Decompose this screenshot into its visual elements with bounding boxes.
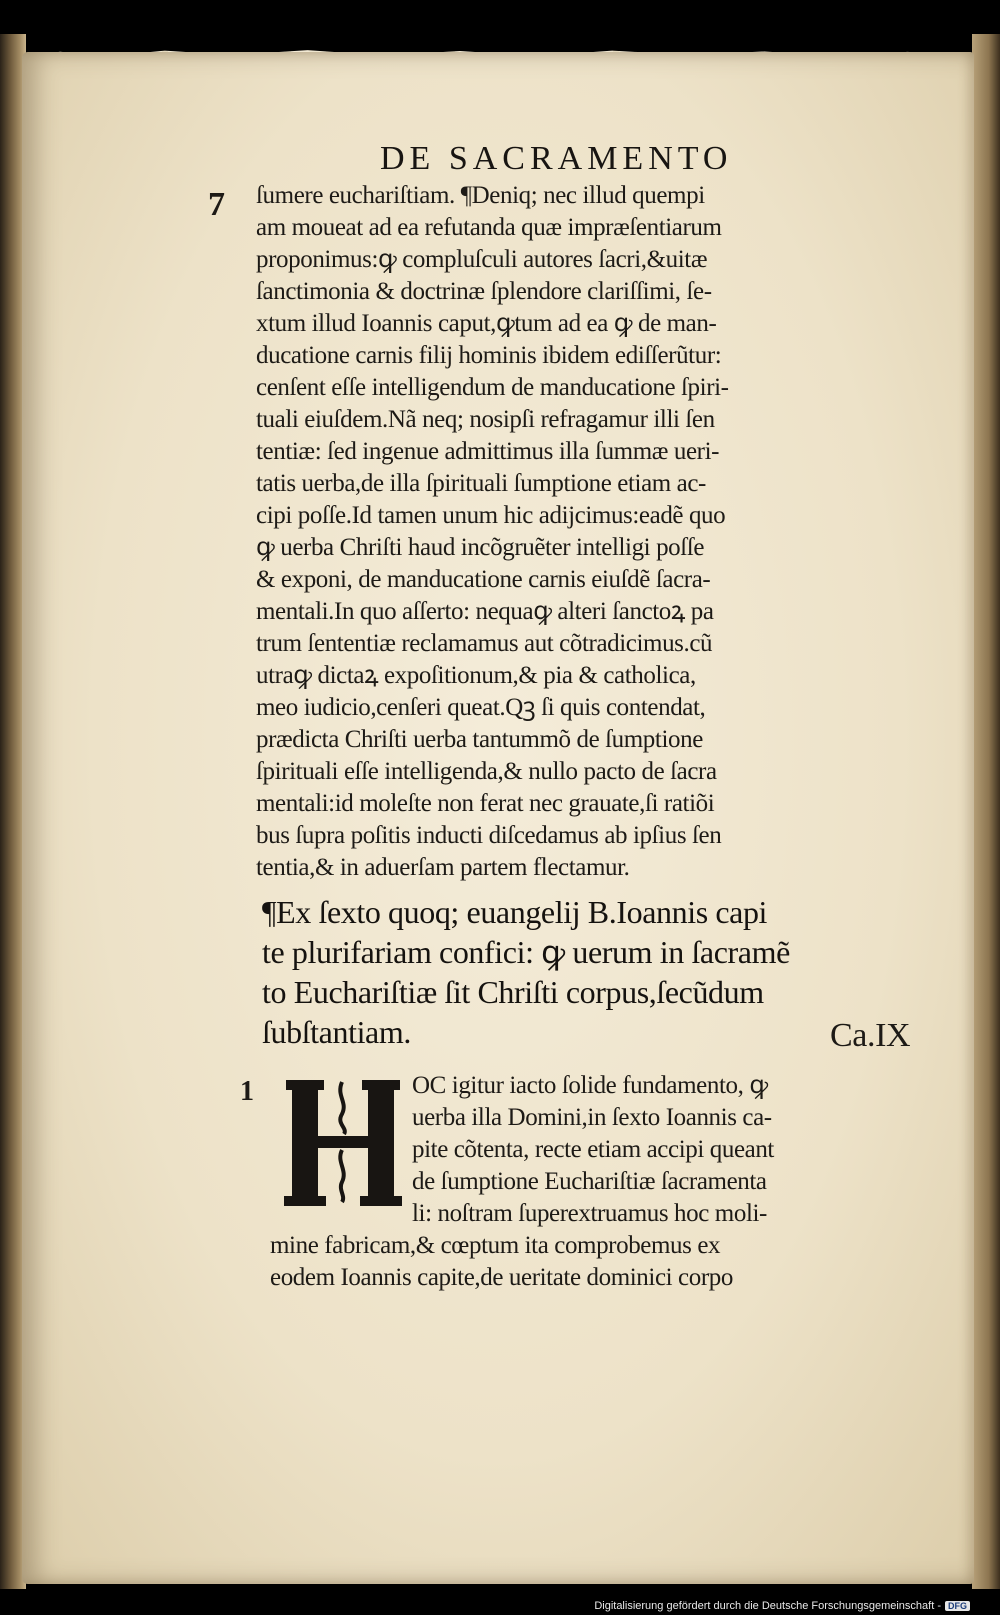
body-line: cipi poſſe.Id tamen unum hic adijcimus:eadẽ quo — [256, 502, 726, 529]
body-line: tentia,& in aduerſam partem flectamur. — [256, 854, 630, 881]
body-line: bus ſupra poſitis inducti diſcedamus ab ipſius ſen — [256, 822, 722, 849]
margin-number: 1 — [240, 1076, 254, 1107]
body-line: tentiæ: ſed ingenue admittimus illa ſummæ ueri- — [256, 438, 720, 465]
body-line: mentali.In quo aſſerto: nequaꝙ alteri ſanctoꝝ pa — [256, 598, 714, 625]
chapter-heading-line: ¶Ex ſexto quoq; euangelij B.Ioannis capi — [262, 894, 768, 930]
body-line: ſumere euchariſtiam. ¶Deniq; nec illud quempi — [256, 182, 705, 209]
body-line: trum ſententiæ reclamamus aut cõtradicimus.cũ — [256, 630, 713, 657]
body-line: tatis uerba,de illa ſpirituali ſumptione etiam ac- — [256, 470, 706, 497]
decorated-initial-h — [282, 1078, 404, 1208]
chapter-heading-line: te plurifariam confici: ꝙ uerum in ſacramẽ — [262, 934, 790, 970]
initial-block-line: de ſumptione Euchariſtiæ ſacramenta — [412, 1168, 767, 1195]
closing-line: eodem Ioannis capite,de ueritate dominici corpo — [270, 1264, 733, 1291]
body-line: ꝙ uerba Chriſti haud incõgruẽter intelligi poſſe — [256, 534, 705, 561]
body-line: ſpirituali eſſe intelligenda,& nullo pacto de ſacra — [256, 758, 717, 785]
initial-block-line: OC igitur iacto ſolide fundamento, ꝙ — [412, 1072, 768, 1099]
body-line: xtum illud Ioannis caput,ꝙtum ad ea ꝙ de man- — [256, 310, 717, 337]
running-head: DE SACRAMENTO — [380, 140, 733, 177]
body-line: prædicta Chriſti uerba tantummõ de ſumptione — [256, 726, 703, 753]
body-line: ſanctimonia & doctrinæ ſplendore clariſſimi, ſe- — [256, 278, 712, 305]
body-line: mentali:id moleſte non ferat nec grauate,ſi ratiõi — [256, 790, 715, 817]
body-line: & exponi, de manducatione carnis eiuſdẽ ſacra- — [256, 566, 711, 593]
initial-block-line: uerba illa Domini,in ſexto Ioannis ca- — [412, 1104, 772, 1131]
body-line: proponimus:ꝙ compluſculi autores ſacri,&uitæ — [256, 246, 708, 273]
body-line: meo iudicio,cenſeri queat.Qꝫ ſi quis contendat, — [256, 694, 706, 721]
body-line: am moueat ad ea refutanda quæ impræſentiarum — [256, 214, 722, 241]
chapter-heading-line: ſubſtantiam. — [262, 1014, 411, 1050]
body-line: tuali eiuſdem.Nã neq; nosipſi refragamur illi ſen — [256, 406, 715, 433]
body-line: ducatione carnis filij hominis ibidem ediſſerũtur: — [256, 342, 722, 369]
body-line: utraꝙ dictaꝝ expoſitionum,& pia & catholica, — [256, 662, 696, 689]
chapter-heading-line: to Euchariſtiæ ſit Chriſti corpus,ſecũdum — [262, 974, 764, 1010]
footer-text: Digitalisierung gefördert durch die Deutsche Forschungsgemeinschaft - — [594, 1600, 941, 1612]
initial-block-line: pite cõtenta, recte etiam accipi queant — [412, 1136, 774, 1163]
book-right-edge — [972, 34, 1000, 1589]
dfg-logo: DFG — [945, 1601, 970, 1611]
chapter-number: Ca.IX — [830, 1017, 911, 1054]
initial-block-line: li: noſtram ſuperextruamus hoc moli- — [412, 1200, 767, 1227]
closing-line: mine fabricam,& cœptum ita comprobemus ex — [270, 1232, 721, 1259]
digitization-credit — [594, 1600, 970, 1612]
signature-mark: 7 — [208, 186, 225, 223]
body-line: cenſent eſſe intelligendum de manducatione ſpiri- — [256, 374, 729, 401]
